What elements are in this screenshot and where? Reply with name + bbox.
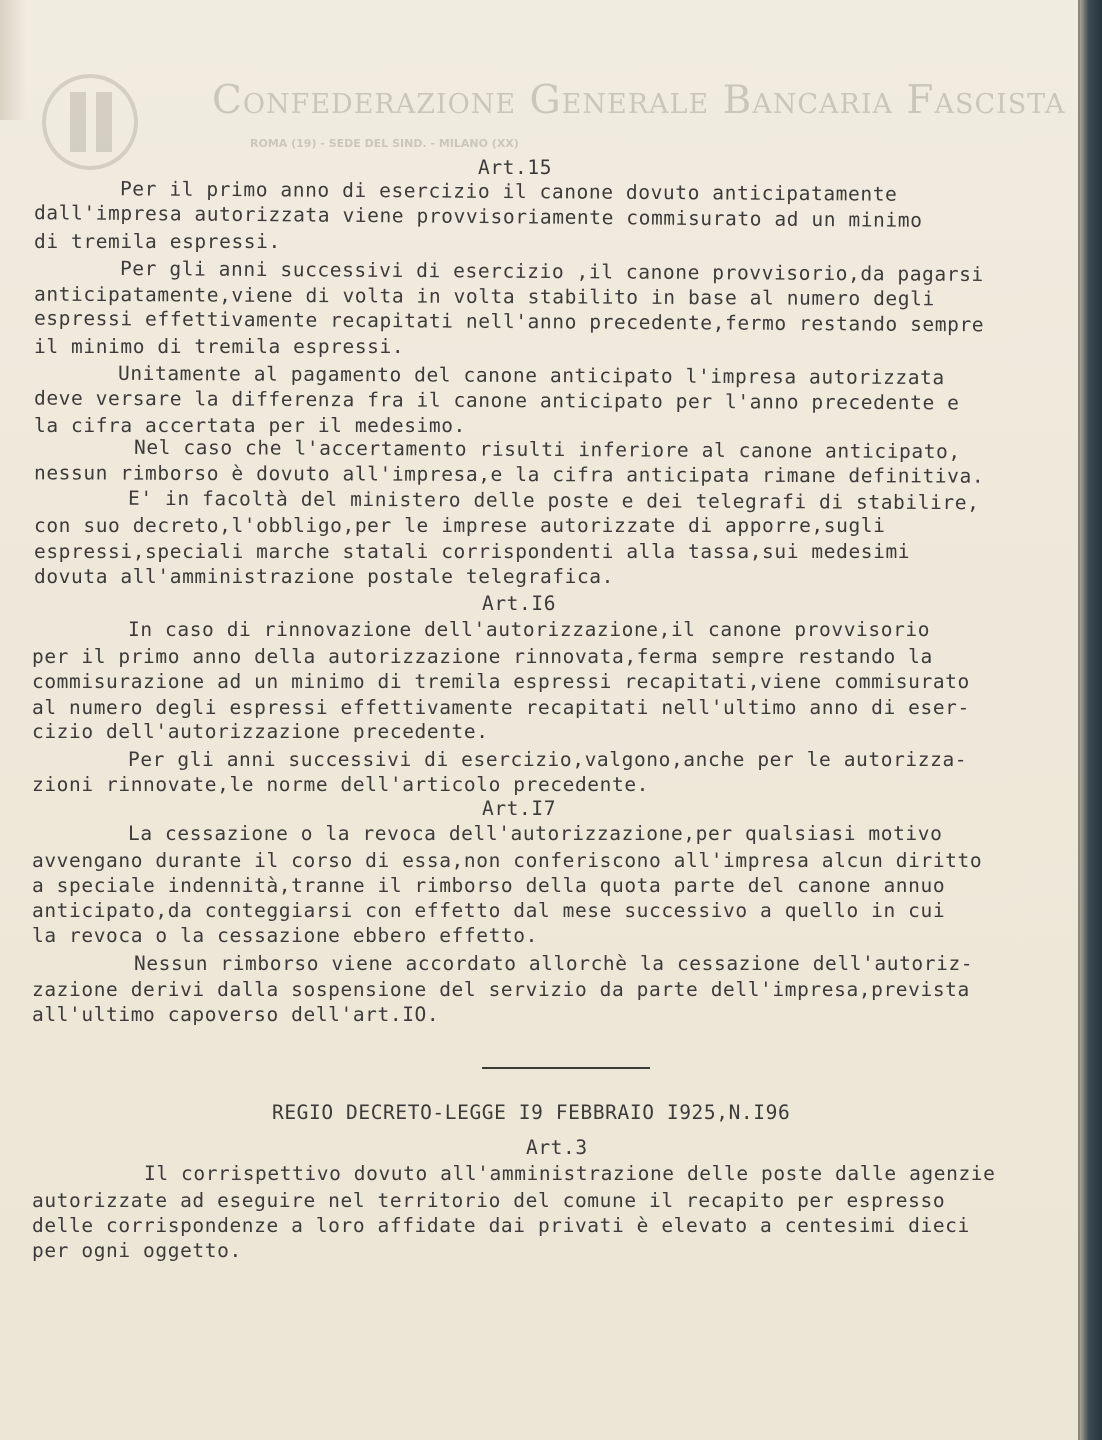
article-15-line: con suo decreto,l'obbligo,per le imprese autorizzate di apporre,sugli — [34, 514, 886, 537]
article-15-line: deve versare la differenza fra il canone anticipato per l'anno precedente e — [33, 386, 960, 415]
article-15-line: espressi effettivamente recapitati nell'anno precedente,fermo restando sempre — [33, 306, 985, 337]
article-15-line: Unitamente al pagamento del canone anticipato l'impresa autorizzata — [117, 361, 945, 390]
decree-title: REGIO DECRETO-LEGGE I9 FEBBRAIO I925,N.I96 — [272, 1101, 791, 1124]
article-16-heading: Art.I6 — [482, 592, 557, 615]
article-15-line: dovuta all'amministrazione postale telegrafica. — [34, 565, 614, 588]
article-15-line: dall'impresa autorizzata viene provvisoriamente commisurato ad un minimo — [33, 201, 923, 232]
article-15-line: anticipatamente,viene di volta in volta stabilito in base al numero degli — [33, 282, 935, 311]
article-17-line: zazione derivi dalla sospensione del servizio da parte dell'impresa,prevista — [32, 978, 970, 1001]
article-17-line: a speciale indennità,tranne il rimborso della quota parte del canone annuo — [32, 874, 946, 897]
article-15-line: espressi,speciali marche statali corrispondenti alla tassa,sui medesimi — [34, 540, 911, 563]
article-15-line: il minimo di tremila espressi. — [34, 335, 405, 358]
article-16-line: per il primo anno della autorizzazione rinnovata,ferma sempre restando la — [32, 645, 933, 668]
article-17-line: Nessun rimborso viene accordato allorchè la cessazione dell'autoriz- — [134, 952, 974, 975]
decree-line: per ogni oggetto. — [32, 1239, 242, 1262]
article-15-heading: Art.15 — [478, 156, 553, 179]
letterhead-subtitle: ROMA (19) - SEDE DEL SIND. - MILANO (XX) — [250, 137, 519, 150]
decree-line: Il corrispettivo dovuto all'amministrazione delle poste dalle agenzie — [144, 1162, 996, 1185]
article-17-line: La cessazione o la revoca dell'autorizzazione,per qualsiasi motivo — [128, 822, 943, 845]
section-divider — [482, 1067, 650, 1069]
article-17-line: avvengano durante il corso di essa,non conferiscono all'impresa alcun diritto — [32, 849, 983, 872]
article-16-line: zioni rinnovate,le norme dell'articolo precedente. — [32, 773, 649, 796]
article-17-line: la revoca o la cessazione ebbero effetto. — [32, 924, 538, 947]
article-15-line: di tremila espressi. — [34, 230, 281, 253]
article-15-line: nessun rimborso è dovuto all'impresa,e la cifra anticipata rimane definitiva. — [33, 461, 985, 488]
article-15-line: Per il primo anno di esercizio il canone dovuto anticipatamente — [119, 177, 898, 206]
article-17-line: anticipato,da conteggiarsi con effetto dal mese successivo a quello in cui — [32, 899, 946, 922]
decree-article-heading: Art.3 — [526, 1136, 588, 1159]
letterhead-title: Confederazione Generale Bancaria Fascista — [212, 78, 1066, 123]
article-16-line: al numero degli espressi effettivamente recapitati nell'ultimo anno di eser- — [32, 696, 970, 719]
article-15-line: Per gli anni successivi di esercizio ,il canone provvisorio,da pagarsi — [119, 256, 984, 287]
article-15-line: Nel caso che l'accertamento risulti inferiore al canone anticipato, — [133, 435, 961, 464]
article-16-line: commisurazione ad un minimo di tremila espressi recapitati,viene commisurato — [32, 670, 970, 693]
article-15-line: la cifra accertata per il medesimo. — [34, 414, 466, 437]
decree-line: autorizzate ad eseguire nel territorio del comune il recapito per espresso — [32, 1189, 946, 1212]
article-17-heading: Art.I7 — [482, 797, 557, 820]
article-15-line: E' in facoltà del ministero delle poste e dei telegrafi di stabilire, — [127, 486, 980, 515]
article-16-line: Per gli anni successivi di esercizio,valgono,anche per le autorizza- — [128, 748, 968, 771]
binding-edge — [1080, 0, 1102, 1440]
article-16-line: In caso di rinnovazione dell'autorizzazione,il canone provvisorio — [128, 618, 931, 641]
decree-line: delle corrispondenze a loro affidate dai privati è elevato a centesimi dieci — [32, 1214, 970, 1237]
article-16-line: cizio dell'autorizzazione precedente. — [32, 720, 489, 743]
article-17-line: all'ultimo capoverso dell'art.IO. — [32, 1003, 440, 1026]
